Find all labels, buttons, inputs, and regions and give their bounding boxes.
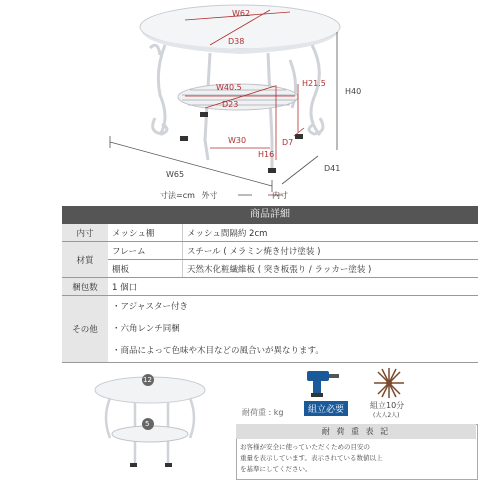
row-header-material: 材質 [62, 242, 108, 278]
table-row [62, 224, 478, 242]
load-capacity-label: 耐荷重 : kg [242, 408, 284, 417]
legend-outer: 外寸 [201, 191, 218, 200]
row-sub-frame: フレーム [108, 242, 183, 260]
spec-title: 商品詳細 [62, 206, 478, 224]
load-badge-top: 12 [143, 376, 152, 384]
legend-inner: 内寸 [272, 191, 288, 200]
load-note-body [240, 442, 472, 475]
dim-d7: D7 [282, 138, 294, 147]
dim-w40: W40.5 [216, 83, 242, 92]
row-value-mesh: メッシュ間隔約 2cm [183, 224, 479, 242]
other-bullet-wrench: ・六角レンチ同梱 [112, 324, 180, 334]
dim-h21: H21.5 [302, 79, 326, 88]
dim-h40: H40 [345, 87, 362, 96]
assembly-time-icon [372, 366, 406, 400]
dim-d38: D38 [228, 37, 245, 46]
assembly-required-badge: 組立必要 [304, 401, 348, 416]
table-row [62, 296, 478, 363]
row-header-other: その他 [62, 296, 108, 363]
assembly-people: (大人2人) [373, 412, 400, 419]
other-bullet-adjuster: ・アジャスター付き [112, 302, 188, 312]
dim-h16: H16 [258, 150, 275, 159]
load-note-line: 重量を表示しています。表示されている数値以上 [240, 454, 383, 462]
load-note-title: 耐 荷 重 表 記 [236, 424, 476, 439]
drill-icon [303, 365, 343, 399]
dim-d41: D41 [324, 164, 341, 173]
row-value-other [108, 296, 478, 363]
row-header-inner: 内寸 [62, 224, 108, 242]
dim-w30: W30 [228, 136, 247, 145]
dimension-legend [160, 190, 288, 201]
table-row [62, 242, 478, 260]
table-dimension-drawing [0, 0, 480, 205]
other-bullet-texture: ・商品によって色味や木目などの風合いが異なります。 [112, 346, 324, 356]
load-illustration [80, 368, 230, 478]
dim-w65: W65 [166, 170, 185, 179]
legend-unit: 寸法=cm [160, 191, 195, 200]
table-row [62, 278, 478, 296]
dim-d23: D23 [222, 100, 239, 109]
row-value-shelf: 天然木化粧繊維板 ( 突き板張り / ラッカー塗装 ) [183, 260, 479, 278]
row-value-frame: スチール ( メラミン焼き付け塗装 ) [183, 242, 479, 260]
spec-table [62, 224, 478, 363]
assembly-time: 組立10分 [370, 401, 405, 410]
row-sub-mesh: メッシュ棚 [108, 224, 183, 242]
row-value-package: 1 個口 [108, 278, 478, 296]
load-badge-bottom: 5 [145, 420, 150, 428]
row-sub-shelf: 棚板 [108, 260, 183, 278]
dim-w62: W62 [232, 9, 251, 18]
load-note-line: お客様が安全に使っていただくための目安の [240, 443, 370, 451]
row-header-package: 梱包数 [62, 278, 108, 296]
table-row [62, 260, 478, 278]
load-note-line: を基準にしてください。 [240, 465, 312, 473]
